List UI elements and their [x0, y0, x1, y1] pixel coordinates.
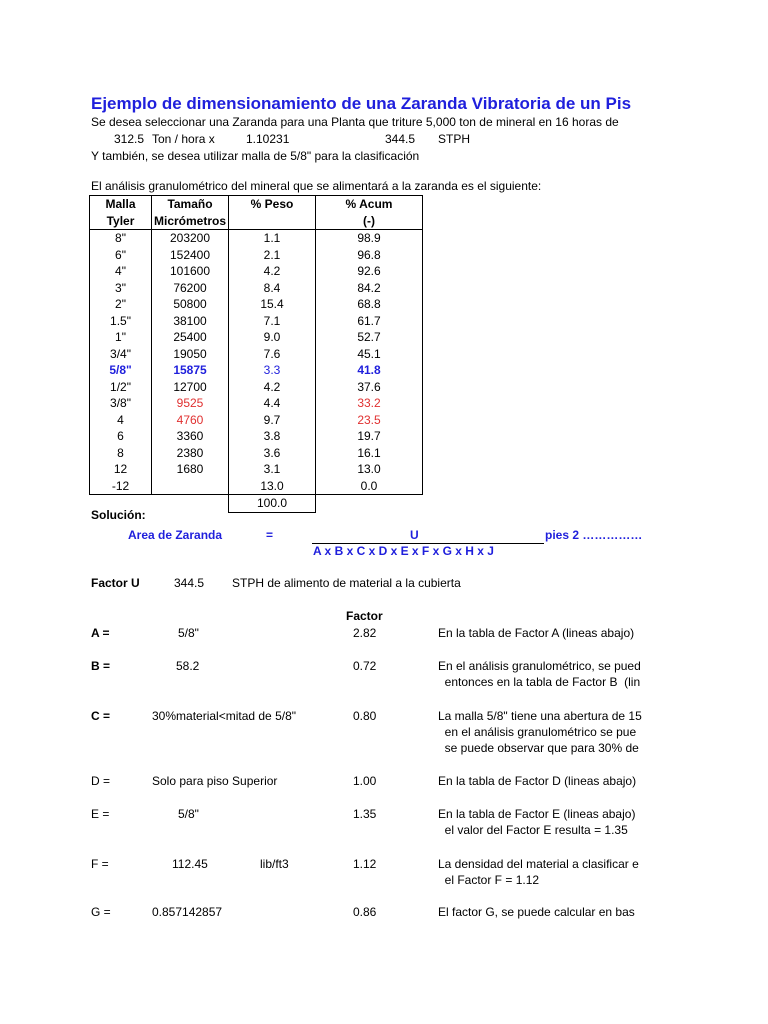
page-title: Ejemplo de dimensionamiento de una Zaranda Vibratoria de un Pis — [91, 94, 632, 113]
cell-malla: 8" — [90, 230, 152, 247]
cell-malla: 3/8" — [90, 395, 152, 412]
cell-peso: 4.2 — [229, 263, 316, 280]
numerator: U — [410, 528, 419, 542]
header-malla: Malla — [90, 196, 152, 213]
factor-e-desc-2: el valor del Factor E resulta = 1.35 — [438, 823, 628, 837]
factor-e-desc-1: En la tabla de Factor E (lineas abajo) — [438, 807, 636, 821]
stph-unit: STPH — [438, 132, 471, 146]
table-row — [90, 412, 423, 429]
cell-acum: 23.5 — [316, 412, 423, 429]
cell-malla: 3/4" — [90, 346, 152, 363]
factor-e-input: 5/8" — [178, 807, 199, 821]
cell-tamano: 9525 — [152, 395, 229, 412]
table-row — [90, 428, 423, 445]
factor-c-label: C = — [91, 709, 111, 723]
cell-acum: 98.9 — [316, 230, 423, 247]
header-empty — [229, 213, 316, 230]
factor-u-value: 344.5 — [174, 576, 205, 590]
area-label: Area de Zaranda — [128, 528, 223, 542]
cell-tamano: 3360 — [152, 428, 229, 445]
cell-acum: 68.8 — [316, 296, 423, 313]
header-acum: % Acum — [316, 196, 423, 213]
factor-d-desc: En la tabla de Factor D (lineas abajo) — [438, 774, 637, 788]
cell-tamano: 25400 — [152, 329, 229, 346]
cell-malla: 1.5" — [90, 313, 152, 330]
factor-column-header: Factor — [346, 609, 383, 623]
cell-peso: 3.1 — [229, 461, 316, 478]
cell-peso: 9.0 — [229, 329, 316, 346]
table-row — [90, 230, 423, 247]
table-row — [90, 478, 423, 495]
cell-tamano: 50800 — [152, 296, 229, 313]
header-tamano: Tamaño — [152, 196, 229, 213]
factor-g-desc: El factor G, se puede calcular en bas — [438, 905, 635, 919]
factor-g-value: 0.86 — [353, 905, 377, 919]
table-row — [90, 296, 423, 313]
factor-b-value: 0.72 — [353, 659, 377, 673]
cell-peso: 3.8 — [229, 428, 316, 445]
cell-malla: -12 — [90, 478, 152, 495]
table-row — [90, 329, 423, 346]
factor-a-value: 2.82 — [353, 626, 377, 640]
factor-f-label: F = — [91, 857, 109, 871]
cell-malla: 4 — [90, 412, 152, 429]
factor-f-desc-1: La densidad del material a clasificar e — [438, 857, 639, 871]
cell-tamano: 2380 — [152, 445, 229, 462]
cell-malla: 8 — [90, 445, 152, 462]
cell-acum: 41.8 — [316, 362, 423, 379]
cell-malla: 2" — [90, 296, 152, 313]
cell-malla: 6" — [90, 247, 152, 264]
cell-total: 100.0 — [229, 495, 316, 513]
cell-peso: 9.7 — [229, 412, 316, 429]
cell-acum: 16.1 — [316, 445, 423, 462]
factor-a-label: A = — [91, 626, 110, 640]
factor-a-input: 5/8" — [178, 626, 199, 640]
header-peso: % Peso — [229, 196, 316, 213]
intro-line-4: El análisis granulométrico del mineral que se alimentará a la zaranda es el siguiente: — [91, 179, 542, 193]
cell-peso: 3.3 — [229, 362, 316, 379]
factor-c-desc-3: se puede observar que para 30% de — [438, 741, 639, 755]
cell-tamano: 12700 — [152, 379, 229, 396]
cell-tamano: 76200 — [152, 280, 229, 297]
rate-value: 312.5 — [114, 132, 145, 146]
factor-f-input: 112.45 — [172, 857, 208, 871]
header-tyler: Tyler — [90, 213, 152, 230]
area-unit: pies 2 …………… — [545, 528, 643, 542]
cell-tamano — [152, 478, 229, 495]
factor-f-value: 1.12 — [353, 857, 377, 871]
factor-b-desc-1: En el análisis granulométrico, se pued — [438, 659, 641, 673]
cell-acum: 13.0 — [316, 461, 423, 478]
cell-malla: 12 — [90, 461, 152, 478]
cell-malla: 1" — [90, 329, 152, 346]
header-micrometros: Micrómetros — [152, 213, 229, 230]
cell-peso: 4.2 — [229, 379, 316, 396]
factor-u-desc: STPH de alimento de material a la cubierta — [232, 576, 461, 590]
table-row — [90, 247, 423, 264]
factor-d-value: 1.00 — [353, 774, 377, 788]
cell-tamano: 1680 — [152, 461, 229, 478]
factor-g-input: 0.857142857 — [152, 905, 223, 919]
factor-b-desc-2: entonces en la tabla de Factor B (lin — [438, 675, 641, 689]
cell-acum: 96.8 — [316, 247, 423, 264]
cell-malla: 6 — [90, 428, 152, 445]
intro-line-3: Y también, se desea utilizar malla de 5/8" para la clasificación — [91, 149, 420, 163]
stph-value: 344.5 — [385, 132, 416, 146]
factor-d-label: D = — [91, 774, 111, 788]
cell-acum: 45.1 — [316, 346, 423, 363]
cell-malla: 4" — [90, 263, 152, 280]
cell-acum: 19.7 — [316, 428, 423, 445]
cell-peso: 7.1 — [229, 313, 316, 330]
cell-acum: 84.2 — [316, 280, 423, 297]
table-row — [90, 395, 423, 412]
cell-acum: 92.6 — [316, 263, 423, 280]
table-row — [90, 280, 423, 297]
factor-c-value: 0.80 — [353, 709, 377, 723]
factor-b-label: B = — [91, 659, 111, 673]
cell-acum: 37.6 — [316, 379, 423, 396]
intro-line-1: Se desea seleccionar una Zaranda para una Planta que triture 5,000 ton de mineral en 16 horas de — [91, 115, 619, 129]
factor-c-desc-1: La malla 5/8" tiene una abertura de 15 — [438, 709, 642, 723]
cell-peso: 7.6 — [229, 346, 316, 363]
cell-peso: 4.4 — [229, 395, 316, 412]
table-row — [90, 461, 423, 478]
factor-e-value: 1.35 — [353, 807, 377, 821]
cell-peso: 1.1 — [229, 230, 316, 247]
granulometric-table — [89, 195, 423, 513]
table-row-selected-mesh — [90, 362, 423, 379]
factor-d-input: Solo para piso Superior — [152, 774, 278, 788]
cell-acum: 0.0 — [316, 478, 423, 495]
cell-malla: 1/2" — [90, 379, 152, 396]
cell-tamano: 38100 — [152, 313, 229, 330]
cell-tamano: 203200 — [152, 230, 229, 247]
table-row — [90, 313, 423, 330]
cell-peso: 8.4 — [229, 280, 316, 297]
equals-sign: = — [266, 528, 274, 542]
factor-c-desc-2: en el análisis granulométrico se pue — [438, 725, 637, 739]
factor-u-label: Factor U — [91, 576, 140, 590]
denominator: A x B x C x D x E x F x G x H x J — [313, 544, 494, 558]
cell-tamano: 152400 — [152, 247, 229, 264]
table-row — [90, 445, 423, 462]
table-row — [90, 379, 423, 396]
cell-acum: 52.7 — [316, 329, 423, 346]
factor-a-desc: En la tabla de Factor A (lineas abajo) — [438, 626, 635, 640]
cell-tamano: 19050 — [152, 346, 229, 363]
cell-peso: 13.0 — [229, 478, 316, 495]
cell-acum: 61.7 — [316, 313, 423, 330]
conversion-factor: 1.10231 — [246, 132, 290, 146]
cell-peso: 2.1 — [229, 247, 316, 264]
factor-b-input: 58.2 — [176, 659, 200, 673]
factor-g-label: G = — [91, 905, 111, 919]
cell-tamano: 4760 — [152, 412, 229, 429]
cell-peso: 3.6 — [229, 445, 316, 462]
factor-e-label: E = — [91, 807, 110, 821]
cell-malla: 5/8" — [90, 362, 152, 379]
factor-c-input: 30%material<mitad de 5/8" — [152, 709, 297, 723]
cell-malla: 3" — [90, 280, 152, 297]
cell-peso: 15.4 — [229, 296, 316, 313]
factor-f-desc-2: el Factor F = 1.12 — [438, 873, 540, 887]
factor-f-unit: lib/ft3 — [260, 857, 289, 871]
cell-acum: 33.2 — [316, 395, 423, 412]
table-row — [90, 346, 423, 363]
table-row — [90, 263, 423, 280]
cell-tamano: 101600 — [152, 263, 229, 280]
solution-label: Solución: — [91, 508, 146, 522]
cell-tamano: 15875 — [152, 362, 229, 379]
rate-unit: Ton / hora x — [152, 132, 215, 146]
header-acum-sign: (-) — [316, 213, 423, 230]
